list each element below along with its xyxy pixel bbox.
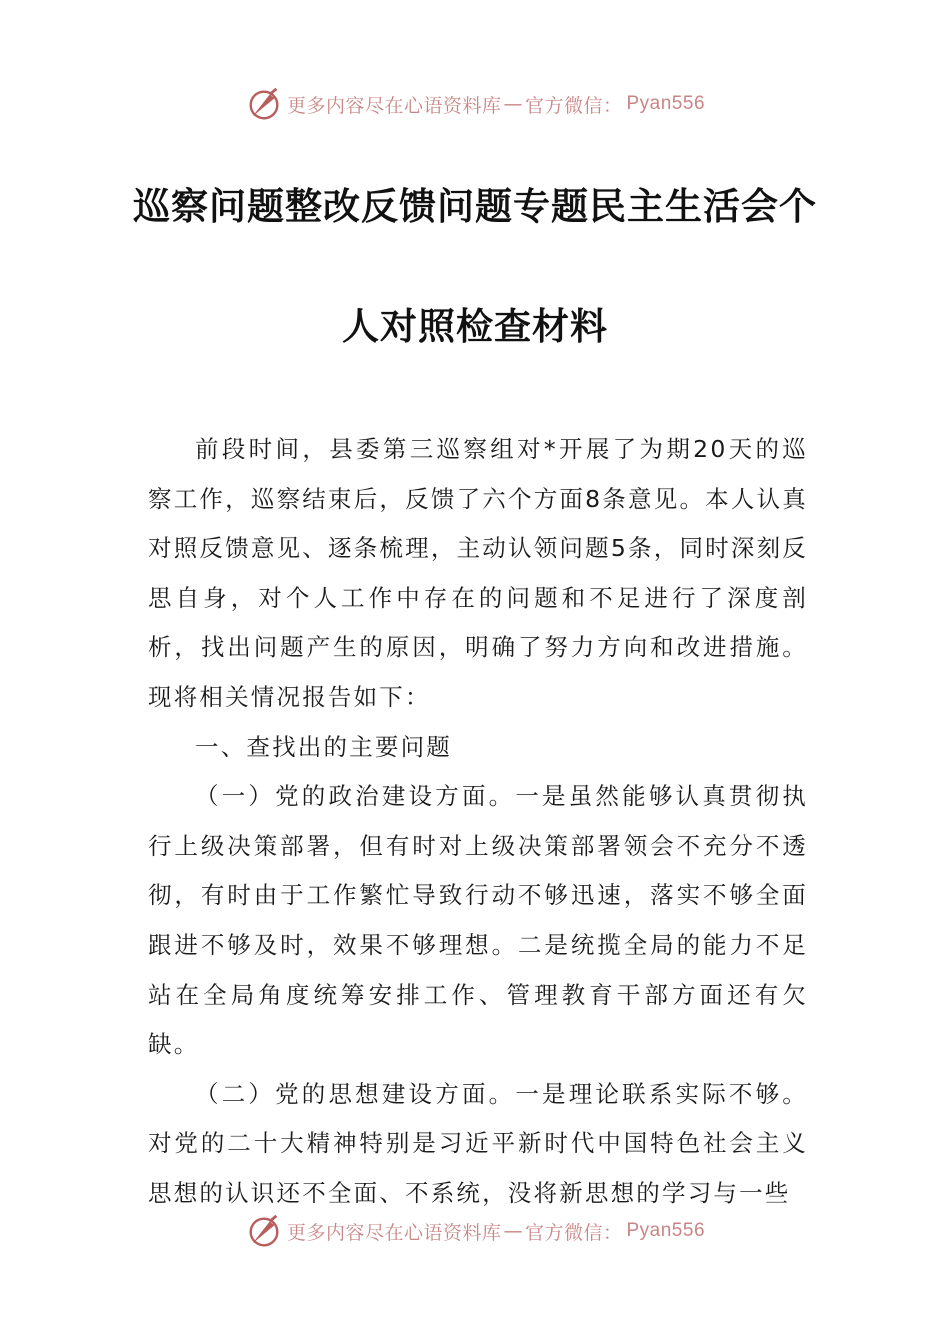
watermark-wechat-id: Pyan556: [626, 93, 706, 114]
watermark-wechat-id: Pyan556: [626, 1220, 706, 1241]
pen-nib-circle-icon: [245, 85, 283, 123]
header-watermark: [0, 84, 950, 124]
document-title-line2: 人对照检查材料: [342, 304, 608, 348]
watermark-separator: —: [503, 1220, 523, 1242]
paragraph: 前段时间，县委第三巡察组对*开展了为期20天的巡察工作，巡察结束后，反馈了六个方面8条意见。本人认真对照反馈意见、逐条梳理，主动认领问题5条，同时深刻反思自身，对个人工作中存在的问题和不足进行了深度剖析，找出问题产生的原因，明确了努力方向和改进措施。现将相关情况报告如下：: [148, 435, 808, 711]
paragraph: （二）党的思想建设方面。一是理论联系实际不够。对党的二十大精神特别是习近平新时代中国特色社会主义思想的认识还不全面、不系统，没将新思想的学习与一些: [148, 1079, 808, 1207]
pen-nib-circle-icon: [245, 1212, 283, 1250]
paragraph: （一）党的政治建设方面。一是虽然能够认真贯彻执行上级决策部署，但有时对上级决策部署领会不充分不透彻，有时由于工作繁忙导致行动不够迅速，落实不够全面跟进不够及时，效果不够理想。二是统揽全局的能力不足站在全局角度统筹安排工作、管理教育干部方面还有欠缺。: [148, 782, 808, 1059]
document-body: [148, 425, 808, 1219]
watermark-separator: —: [503, 93, 523, 115]
watermark-wechat-label: 官方微信：: [524, 94, 623, 117]
watermark-text: 更多内容尽在心语资料库: [286, 94, 502, 117]
document-title-line1: 巡察问题整改反馈问题专题民主生活会个: [133, 184, 817, 228]
footer-watermark: [0, 1211, 950, 1251]
section-heading: 一、查找出的主要问题: [195, 732, 452, 761]
watermark-wechat-label: 官方微信：: [524, 1221, 623, 1244]
watermark-text: 更多内容尽在心语资料库: [286, 1221, 502, 1244]
